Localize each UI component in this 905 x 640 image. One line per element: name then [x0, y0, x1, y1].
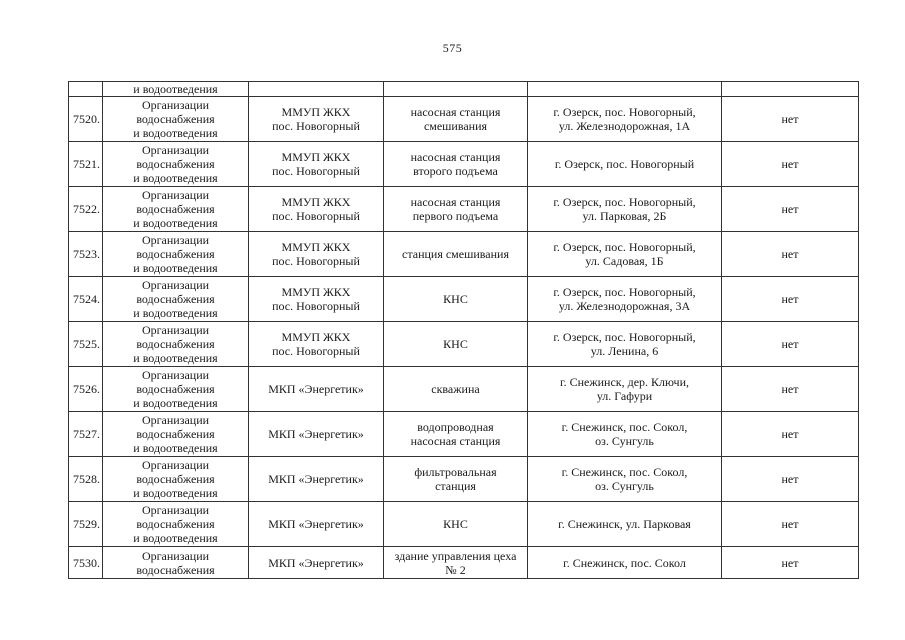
- cell-organization: [249, 367, 384, 412]
- address-line: г. Снежинск, пос. Сокол,: [561, 420, 688, 434]
- cell-address: [528, 277, 722, 322]
- object-line: насосная станция: [410, 434, 501, 448]
- cell-category: [103, 547, 249, 579]
- table-row: [69, 97, 859, 142]
- object-line: насосная станция: [410, 150, 501, 164]
- cell-value: нет: [722, 547, 859, 579]
- category-line: Организации: [141, 143, 210, 157]
- organization-line: МКП «Энергетик»: [268, 517, 364, 531]
- cell-value: нет: [722, 232, 859, 277]
- category-line: водоснабжения: [136, 562, 215, 577]
- cell-category: [103, 412, 249, 457]
- cell-object: [384, 547, 528, 579]
- organization-line: пос. Новогорный: [272, 254, 360, 268]
- object-line: КНС: [443, 517, 468, 531]
- cell-value: [722, 82, 859, 97]
- organization-line: пос. Новогорный: [272, 119, 360, 133]
- registry-table: [68, 81, 859, 579]
- cell-address: [528, 322, 722, 367]
- organization-line: МКП «Энергетик»: [268, 382, 364, 396]
- organization-line: ММУП ЖКХ: [281, 240, 351, 254]
- organization-line: ММУП ЖКХ: [281, 195, 351, 209]
- cell-value: нет: [722, 277, 859, 322]
- category-line: и водоотведения: [133, 306, 218, 320]
- object-line: № 2: [445, 562, 466, 577]
- cell-object: [384, 412, 528, 457]
- cell-address: [528, 82, 722, 97]
- cell-number: 7527.: [69, 412, 103, 457]
- cell-number: 7521.: [69, 142, 103, 187]
- table-row: [69, 412, 859, 457]
- object-line: насосная станция: [410, 195, 501, 209]
- table-row: [69, 502, 859, 547]
- object-line: водопроводная: [417, 420, 494, 434]
- table-row: [69, 142, 859, 187]
- cell-address: [528, 502, 722, 547]
- cell-object: [384, 232, 528, 277]
- category-line: и водоотведения: [133, 486, 218, 500]
- cell-category: [103, 97, 249, 142]
- object-line: скважина: [431, 382, 480, 396]
- cell-address: [528, 142, 722, 187]
- object-line: первого подъема: [412, 209, 499, 223]
- cell-number: 7529.: [69, 502, 103, 547]
- table-row: [69, 322, 859, 367]
- address-line: ул. Железнодорожная, 3А: [558, 299, 691, 313]
- address-line: ул. Железнодорожная, 1А: [558, 119, 691, 133]
- category-line: водоснабжения: [136, 157, 215, 171]
- category-line: водоснабжения: [136, 247, 215, 261]
- cell-category: [103, 457, 249, 502]
- category-line: Организации: [141, 278, 210, 292]
- address-line: оз. Сунгуль: [595, 434, 654, 448]
- cell-address: [528, 367, 722, 412]
- address-line: г. Снежинск, дер. Ключи,: [560, 375, 689, 389]
- category-line: водоснабжения: [136, 202, 215, 216]
- cell-address: [528, 547, 722, 579]
- address-line: г. Озерск, пос. Новогорный,: [553, 195, 696, 209]
- cell-object: [384, 367, 528, 412]
- cell-object: [384, 502, 528, 547]
- cell-organization: [249, 412, 384, 457]
- table-row: [69, 187, 859, 232]
- cell-object: [384, 187, 528, 232]
- organization-line: МКП «Энергетик»: [268, 427, 364, 441]
- category-line: водоснабжения: [136, 112, 215, 126]
- category-line: водоснабжения: [136, 517, 215, 531]
- organization-line: ММУП ЖКХ: [281, 285, 351, 299]
- object-line: станция смешивания: [402, 247, 509, 261]
- category-line: Организации: [141, 503, 210, 517]
- category-line: Организации: [141, 368, 210, 382]
- cell-organization: [249, 97, 384, 142]
- organization-line: ММУП ЖКХ: [281, 150, 351, 164]
- address-line: г. Озерск, пос. Новогорный: [554, 157, 695, 171]
- cell-address: [528, 457, 722, 502]
- cell-category: [103, 187, 249, 232]
- cell-category: [103, 322, 249, 367]
- cell-object: [384, 457, 528, 502]
- category-line: и водоотведения: [133, 171, 218, 185]
- address-line: ул. Парковая, 2Б: [582, 209, 667, 223]
- table-row: [69, 232, 859, 277]
- category-line: и водоотведения: [133, 396, 218, 410]
- address-line: г. Снежинск, пос. Сокол: [563, 555, 686, 570]
- address-line: г. Озерск, пос. Новогорный,: [553, 330, 696, 344]
- organization-line: МКП «Энергетик»: [268, 472, 364, 486]
- page-number: 575: [442, 41, 463, 55]
- cell-category: [103, 277, 249, 322]
- cell-value: нет: [722, 367, 859, 412]
- cell-object: [384, 142, 528, 187]
- address-line: г. Озерск, пос. Новогорный,: [553, 240, 696, 254]
- cell-address: [528, 412, 722, 457]
- organization-line: пос. Новогорный: [272, 299, 360, 313]
- table-row: [69, 277, 859, 322]
- continuation-row: [69, 82, 859, 97]
- object-line: фильтровальная: [414, 465, 497, 479]
- category-line: Организации: [141, 323, 210, 337]
- cell-number: 7526.: [69, 367, 103, 412]
- category-line: Организации: [141, 233, 210, 247]
- cell-value: нет: [722, 502, 859, 547]
- object-line: станция: [435, 479, 476, 493]
- cell-organization: [249, 82, 384, 97]
- table-row: [69, 547, 859, 579]
- cell-number: 7522.: [69, 187, 103, 232]
- table-row: [69, 457, 859, 502]
- organization-line: МКП «Энергетик»: [268, 555, 364, 570]
- cell-number: 7520.: [69, 97, 103, 142]
- cell-category: [103, 502, 249, 547]
- cell-number: 7525.: [69, 322, 103, 367]
- address-line: г. Снежинск, ул. Парковая: [558, 517, 691, 531]
- object-line: насосная станция: [410, 105, 501, 119]
- category-line: водоснабжения: [136, 292, 215, 306]
- organization-line: пос. Новогорный: [272, 164, 360, 178]
- cell-organization: [249, 187, 384, 232]
- cell-organization: [249, 142, 384, 187]
- cell-value: нет: [722, 322, 859, 367]
- category-line: водоснабжения: [136, 472, 215, 486]
- cell-value: нет: [722, 457, 859, 502]
- address-line: г. Озерск, пос. Новогорный,: [553, 105, 696, 119]
- cell-organization: [249, 457, 384, 502]
- address-line: ул. Садовая, 1Б: [585, 254, 664, 268]
- organization-line: пос. Новогорный: [272, 344, 360, 358]
- cell-object: [384, 322, 528, 367]
- table-row: [69, 367, 859, 412]
- organization-line: пос. Новогорный: [272, 209, 360, 223]
- address-line: г. Снежинск, пос. Сокол,: [561, 465, 688, 479]
- cell-object: [384, 97, 528, 142]
- category-line: и водоотведения: [133, 441, 218, 455]
- category-line: Организации: [141, 98, 210, 112]
- cell-object: [384, 277, 528, 322]
- category-line: водоснабжения: [136, 382, 215, 396]
- object-line: КНС: [443, 292, 468, 306]
- category-line: Организации: [141, 188, 210, 202]
- category-line: и водоотведения: [133, 261, 218, 275]
- cell-category: [103, 367, 249, 412]
- cell-number: 7524.: [69, 277, 103, 322]
- cell-category: [103, 232, 249, 277]
- cell-object: [384, 82, 528, 97]
- address-line: оз. Сунгуль: [595, 479, 654, 493]
- category-line: водоснабжения: [136, 337, 215, 351]
- cell-number: 7530.: [69, 547, 103, 579]
- organization-line: ММУП ЖКХ: [281, 330, 351, 344]
- cell-value: нет: [722, 97, 859, 142]
- object-line: КНС: [443, 337, 468, 351]
- address-line: г. Озерск, пос. Новогорный,: [553, 285, 696, 299]
- cell-number: 7523.: [69, 232, 103, 277]
- cell-address: [528, 232, 722, 277]
- cell-address: [528, 97, 722, 142]
- category-line: Организации: [141, 458, 210, 472]
- category-line: и водоотведения: [133, 81, 218, 96]
- category-line: Организации: [141, 548, 210, 563]
- cell-number: [69, 82, 103, 97]
- cell-organization: [249, 502, 384, 547]
- address-line: ул. Гафури: [596, 389, 653, 403]
- cell-organization: [249, 322, 384, 367]
- category-line: и водоотведения: [133, 126, 218, 140]
- address-line: ул. Ленина, 6: [590, 344, 659, 358]
- cell-number: 7528.: [69, 457, 103, 502]
- cell-organization: [249, 232, 384, 277]
- category-line: и водоотведения: [133, 216, 218, 230]
- object-line: смешивания: [423, 119, 488, 133]
- cell-value: нет: [722, 412, 859, 457]
- cell-organization: [249, 277, 384, 322]
- category-line: и водоотведения: [133, 351, 218, 365]
- cell-organization: [249, 547, 384, 579]
- cell-category: [103, 82, 249, 97]
- category-line: и водоотведения: [133, 531, 218, 545]
- cell-value: нет: [722, 142, 859, 187]
- cell-address: [528, 187, 722, 232]
- category-line: водоснабжения: [136, 427, 215, 441]
- object-line: второго подъема: [413, 164, 498, 178]
- table-body: [69, 82, 859, 579]
- cell-value: нет: [722, 187, 859, 232]
- organization-line: ММУП ЖКХ: [281, 105, 351, 119]
- cell-category: [103, 142, 249, 187]
- category-line: Организации: [141, 413, 210, 427]
- object-line: здание управления цеха: [394, 548, 517, 563]
